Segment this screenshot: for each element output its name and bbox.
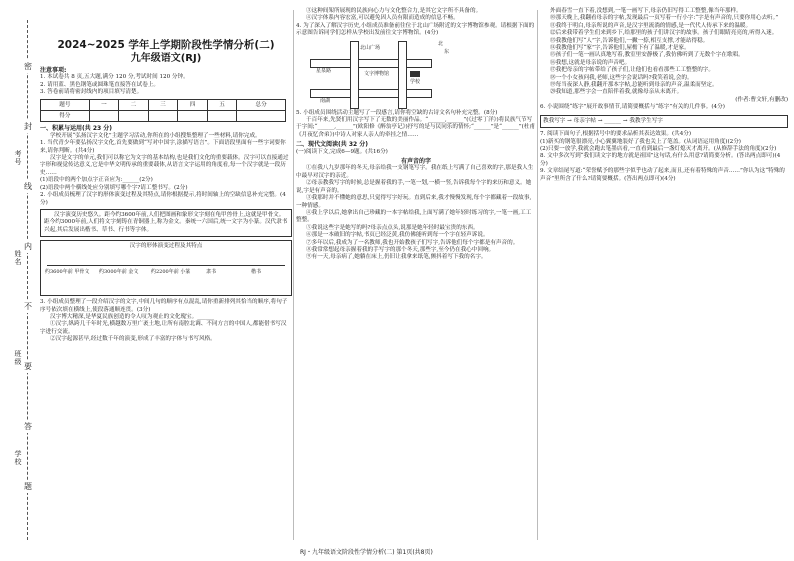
score-cell[interactable] [178,111,208,122]
timeline-title: 汉字的形体演变过程及其特点 [129,243,203,250]
seal-char: 密 [24,62,32,71]
question-1-a: (1)语段中的两个加点字正音应为:______(2分) [40,177,153,184]
reading-paragraph: ⑤我说这些字是她写的吗?母亲点点头,说那是她年轻时最宝贵的东西。 [306,224,479,231]
score-row-label: 得分 [41,111,90,122]
notice-item: 2. 请用蓝、黑色钢笔或圆珠笔直接答在试卷上。 [40,81,159,88]
flow-arrow: → [597,117,603,124]
question-9: 9. 文章结尾写道:“荣誉赋予的那些字似乎也动了起来,而且,还有着特殊的声音……”你认为这“特殊的声音”里所含了什么?请简要概括。(答出两点即可)(4分) [540,168,785,182]
reading-paragraph: 外面春雪一直下着,没想到,一笔一画写下,母亲仍旧写得工工整整,像当年那样。 [550,8,742,14]
question-6: 6. 小说围绕“练字”展开故事情节,请简要概括与“练字”有关的几件事。(4分) [540,104,725,111]
reading-paragraph: ⑮孩子们一笔一画认真地写着,教室里安静极了,我仿佛听到了无数个字在歌唱。 [550,52,744,59]
question-8: 8. 文中多次写到“我们读文字的地方就是祖国”这句话,有什么用意?请简要分析。(答出两点即可)(4分) [540,153,781,167]
column-2 [296,8,536,262]
timeline-item: 约3000年前 金文 [99,269,139,276]
map-road-horizontal [310,89,432,98]
timeline-item: 约3600年前 甲骨文 [45,269,90,276]
question-3: 3. 小组成员整理了一段介绍汉字的文字,中间几句的顺序有点混乱,请你重新排列其恰当的顺序,将句子序号依次填在横线上,使段落通顺连贯。(3分) [40,299,288,313]
timeline-item: 隶书 [206,269,217,276]
seal-char: 题 [24,482,32,491]
reading-paragraph: ⑱一个小女孩问我,老师,这些字会说话吗?我笑着说,会的。 [550,74,693,81]
reading-paragraph: ⑫后来我带着学生们来到乡下,给那里的孩子们讲汉字的故事。孩子们眼睛亮亮的,听得入迷。 [550,30,778,37]
map-compass-north: 北 [438,40,444,47]
question-1-text: 汉字是文字的单元,我们可以称它为文字的基本结构,也是我们文化的重要载体。汉字可以直接通过字形和视觉传达意义,它是中华文明传承的重要载体,从语言文字运用的角度看,每一个汉字就是一段历史…… [40,155,289,176]
question-5-text: 千百年来,先贤们用汉字写下了无数的美丽作品。“______,______”(《过零丁洋》)将民族气节写于字间;“______,______”(欧阳修《醉翁亭记》)抒写的是与民同乐的情怀;“______”是“______”(杜甫《月夜忆舍弟》)中诗人对家人亲人的牵挂之情…… [296,117,536,138]
question-3-item: ①汉字,纵跨几千年时光,横越数万里广袤土地,让所有南腔北调、不同方言的中国人,都能借书写汉字进行交流。 [40,321,287,335]
seal-char: 内 [24,242,32,251]
reading-source: (作者:曹文轩,有删改) [735,96,788,103]
question-4: 4. 为了深入了解汉字历史,小组成员准备前往位于北山广场附近的文字博物馆参观。请根据下面的示意图告诉同学们怎样从学校出发前往文字博物馆。(4分) [296,22,535,37]
exam-title: 2024~2025 学年上学期阶段性学情分析(二) [57,39,275,51]
flow-arrow: → [622,117,628,124]
notice-item: 1. 本试卷共 8 页,五大题,满分 120 分,考试时间 120 分钟。 [40,74,189,81]
question-7: 7. 阅读下面句子,根据括号中的要求品析其表达效果。(共4分) [540,131,692,138]
score-header-cell: 三 [148,100,178,111]
flow-arrow: → [567,117,572,124]
reading-paragraph: ⑦多年以后,我成为了一名教师,我也开始教孩子们写字,告诉他们每个字都是有声音的。 [306,239,519,246]
score-cell[interactable] [89,111,119,122]
seal-char: 线 [24,182,32,191]
section-intro: 学校开展“弘扬汉字文化”主题学习活动,你所在的小组搜集整理了一些材料,请你完成。 [50,132,261,139]
reading-paragraph: ①在我八九岁那年的冬天,母亲给我一支钢笔写字。我在纸上写满了自己喜欢的字,那是我人生中最早对汉字的亲近。 [296,165,534,179]
map-road-vertical [350,41,359,109]
reading-intro: (一)阅读下文,完成6—9题。(共16分) [296,148,388,155]
seal-char: 要 [24,362,32,371]
map-label: 文字博物馆 [364,70,390,77]
reading-paragraph: ⑰我把母亲的字帖带给了孩子们,让他们也看看那些工工整整的字。 [550,67,714,74]
score-header-cell: 题号 [41,100,90,111]
flow-step-blank[interactable]: ______ [604,117,622,124]
question-1-b: (2)语段中两个横线处应分别填写哪个字?请工整书写。(2分) [40,184,188,191]
binding-strip [0,0,40,561]
reading-paragraph: ⑥那是一本破旧的字帖,书页已经泛黄,我仿佛能听到每一个字在轻声诉说。 [306,232,489,239]
map-road-horizontal [310,59,432,68]
timeline-item: 约2200年前 小篆 [151,269,191,276]
reading-paragraph: ⑯我想,这就是母亲说的声音吧。 [550,59,631,66]
map-compass-east: 东 [444,48,450,55]
reading-paragraph: ⑲每当夜深人静,我翻开那本字帖,总能听到母亲的声音,温柔而坚定。 [550,82,718,89]
route-map [310,41,450,107]
timeline-figure [40,240,292,296]
binding-label-exam-no: 考号 [14,150,22,166]
score-cell[interactable] [119,111,149,122]
map-label: 学校 [410,78,421,85]
reading-paragraph: ⑨有一天,母亲病了,她躺在床上,仍旧让我拿来纸笔,颤抖着写下我的名字。 [306,254,487,261]
seal-line [27,20,28,540]
score-header-cell: 二 [119,100,149,111]
reading-paragraph: ⑳我知道,那些字会一直陪伴着我,就像母亲从未离开。 [550,89,683,96]
section-heading: 二、现代文阅读(共 32 分) [296,141,369,149]
question-3-item: ②汉字起源甚早,经过数千年的演变,形成了丰富的字体与书写风格。 [50,336,216,343]
question-3-text: 汉字博大精深,是华夏民族创造的令人叹为观止的文化瑰宝。______ [50,313,214,320]
exam-subtitle: 九年级语文(RJ) [130,53,202,65]
question-3-item: ③这种间架所展现的民族向心力与文化整合力,是其它文字所不具备的。 [306,8,482,14]
column-divider [293,10,294,540]
notice-item: 3. 答卷前请将密封线内的项目填写清楚。 [40,89,143,96]
reading-paragraph: ⑪我终于明白,母亲所说的声音,是汉字里流淌的情感,是一代代人传承下来的温暖。 [550,22,752,29]
score-header-cell: 五 [207,100,237,111]
column-3 [540,8,788,183]
reading-title: 有声音的字 [400,158,431,166]
reading-paragraph: ③我那时并不懂她的意思,只觉得写字好玩。直到后来,我才慢慢发现,每个字都藏着一段故事,一种情感。 [296,195,532,209]
reading-paragraph: ④我上学以后,她拿出自己珍藏的一本字帖给我,上面写满了她年轻时练习的字,一笔一画,工工整整。 [296,209,532,224]
map-road-vertical [398,41,407,109]
score-cell[interactable] [207,111,237,122]
notice-heading: 注意事项: [40,66,67,74]
reading-paragraph: ②母亲教我写字的时候,总是握着我的手,一笔一划,一横一竖,告诉我每个字的来历和意义。她说,字是有声音的。 [296,180,532,194]
score-header-cell: 四 [178,100,208,111]
column-divider [537,10,538,540]
timeline-item: 楷书 [251,269,262,276]
map-label: 北山广场 [360,44,381,51]
question-7-a: (1)新买的钢笔很漂亮,小心翼翼地装好了我也关上了笔盖。(从词语运用角度)(2分) [540,138,741,145]
question-7-b: (2)只要一放学,我就会跑去笔墨店看,一直看到最后一盏灯熄灭才离开。(从修辞手法的角度)(2分) [540,145,777,152]
seal-char: 答 [24,422,32,431]
question-2-material: 汉字演变历史悠久。距今约3600年前,人们把图画和象形文字刻在龟甲兽骨上,这就是甲骨文。距今约3000年前,人们将文字刻铸在青铜器上,称为金文。秦统一六国后,统一文字为小篆。汉代隶书兴起,其后发展出楷书、草书、行书等字体。 [40,209,292,237]
timeline-axis [47,265,285,266]
reading-paragraph: ⑬我教他们写“人”字,告诉他们,一撇一捺,相互支撑,才能站得稳。 [550,37,709,44]
question-5: 5. 小组成员围绕活动主题写了一段感言,请你将空缺的古诗文名句补充完整。(8分) [296,109,498,116]
school-icon [410,71,420,77]
column-1 [40,8,292,344]
seal-char: 不 [24,302,32,311]
flow-step: 我教学生写字 [629,117,663,124]
score-header-cell: 一 [89,100,119,111]
score-header-cell: 总分 [237,100,286,111]
flow-step: 母亲字帖 [573,117,597,124]
reading-paragraph: ⑧我常常想起母亲握着我的手写字的那个冬天,那些字,至今仍在我心中回响。 [306,246,495,253]
section-heading: 一、积累与运用(共 23 分) [40,125,113,133]
binding-label-class: 班级 [14,350,22,366]
seal-char: 封 [24,122,32,131]
map-label: 南湖 [320,97,331,104]
score-cell[interactable] [237,111,286,122]
map-label: 星泉路 [316,67,332,74]
binding-label-school: 学校 [14,450,22,466]
question-6-flowchart [540,115,788,128]
page-footer: RJ・九年级语文阶段性学情分析(二) 第1页(共8页) [300,549,433,556]
score-cell[interactable] [148,111,178,122]
reading-paragraph: ⑩那天晚上,我翻看母亲的字帖,发现最后一页写着一行小字:“字是有声音的,只要你用心去听。” [550,15,779,22]
question-1: 1. 当代青少年要弘扬汉字文化,首先要做到“写对中国字,涂描写语言”。下面语段里面有一些字词要你来,请你判断。(共4分) [40,140,286,154]
binding-label-name: 姓名 [14,250,22,266]
score-table [40,99,286,122]
reading-paragraph: ⑭我教他们写“家”字,告诉他们,屋檐下有了温暖,才是家。 [550,45,690,52]
flow-step: 教我写字 [543,117,566,124]
question-3-item: ④汉字体系内容宏富,可以避免因人员有限而造成的信息不畅。 [306,15,459,22]
question-2: 2. 小组成员梳理了汉字的形体演变过程及其特点,请你根据提示,将时间轴上的空缺信息补充完整。(4分) [40,192,286,206]
